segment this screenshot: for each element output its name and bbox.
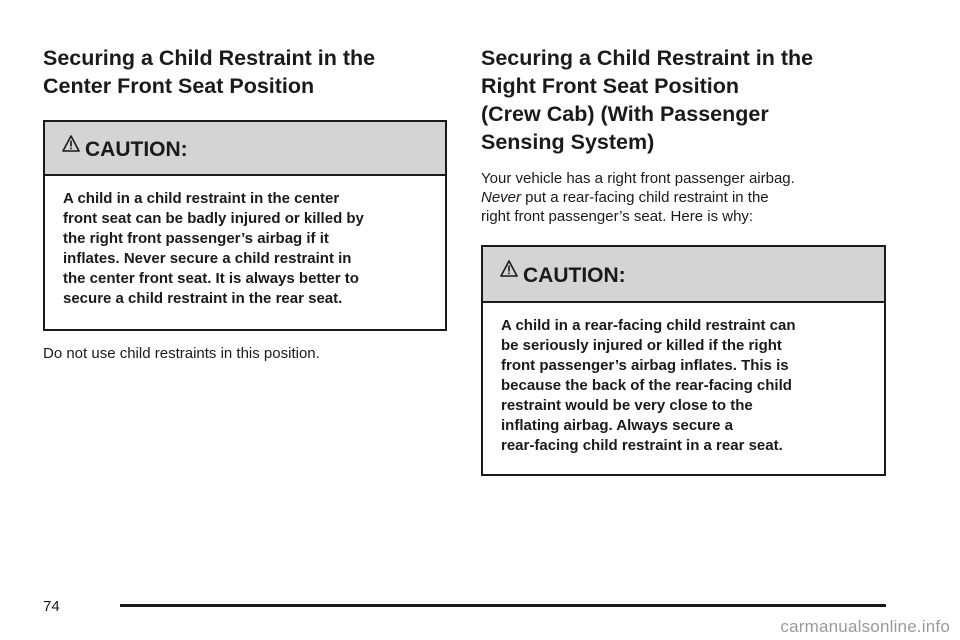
section-heading-center-seat: Securing a Child Restraint in the Center Front Seat Position <box>43 46 376 98</box>
caution-header <box>483 247 884 303</box>
caution-title: CAUTION: <box>523 264 626 287</box>
warning-triangle-icon <box>62 135 80 152</box>
caution-box-right-seat <box>481 245 886 476</box>
warning-triangle-icon <box>500 260 518 277</box>
caution-title: CAUTION: <box>85 138 188 161</box>
right-column <box>481 44 886 476</box>
watermark: carmanualsonline.info <box>780 617 950 636</box>
section-heading-right-seat: Securing a Child Restraint in the Right Front Seat Position (Crew Cab) (With Passenger Sensing System) <box>481 46 814 154</box>
intro-paragraph: Your vehicle has a right front passenger airbag. Never put a rear-facing child restraint in the right front passenger’s seat. Here is why: <box>481 170 795 225</box>
footer-rule <box>120 604 886 607</box>
page-number: 74 <box>43 598 60 615</box>
body-paragraph: Do not use child restraints in this position. <box>43 345 320 362</box>
caution-box-center-seat <box>43 120 447 331</box>
caution-text: A child in a rear-facing child restraint can be seriously injured or killed if the right front passenger’s airbag inflates. This is because the back of the rear-facing child restraint would be very close to the inflating airbag. Always secure a rear-facing child restraint in a rear seat. <box>501 317 796 454</box>
never-emphasis: Never <box>481 189 522 206</box>
caution-header <box>45 122 445 176</box>
left-column <box>43 44 447 363</box>
caution-text: A child in a child restraint in the center front seat can be badly injured or killed by the right front passenger’s airbag if it inflates. Never secure a child restraint in the center front seat. It is always better to secure a child restraint in the rear seat. <box>63 190 364 307</box>
